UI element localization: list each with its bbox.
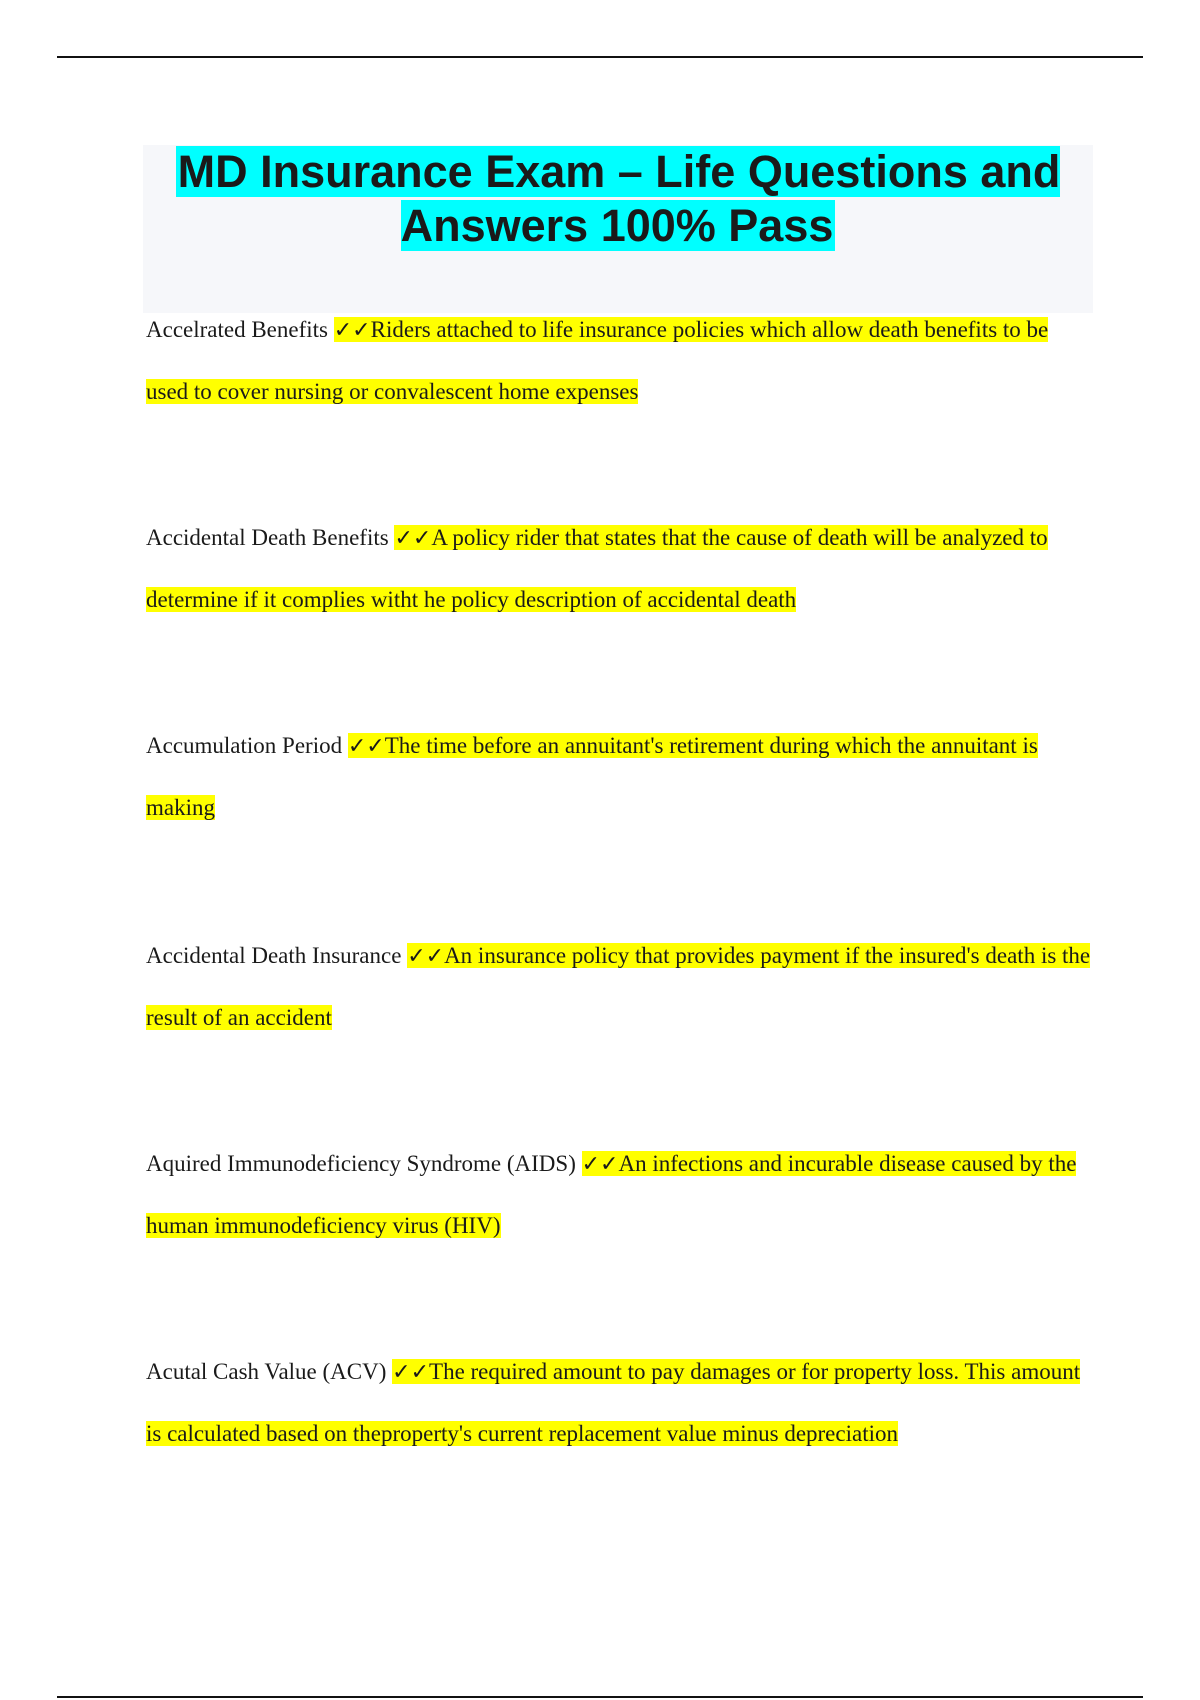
qa-entry: [146, 715, 1096, 838]
entry-definition-text: An infections and incurable disease caused by the human immunodeficiency virus (HIV): [146, 1151, 1077, 1238]
qa-entry: [146, 507, 1096, 630]
double-check-icon: ✓✓: [581, 1152, 619, 1177]
double-check-icon: ✓✓: [394, 526, 432, 551]
qa-entry: [146, 299, 1096, 422]
double-check-icon: ✓✓: [347, 734, 385, 759]
entry-term: Accidental Death Benefits: [146, 525, 389, 550]
bottom-rule: [57, 1696, 1143, 1698]
double-check-icon: ✓✓: [333, 318, 371, 343]
entry-term: Accelrated Benefits: [146, 317, 328, 342]
entry-term: Acutal Cash Value (ACV): [146, 1359, 387, 1384]
qa-entry: [146, 925, 1096, 1048]
qa-entry: [146, 1133, 1096, 1256]
entry-term: Accumulation Period: [146, 733, 343, 758]
page-title: [143, 145, 1093, 253]
entry-term: Accidental Death Insurance: [146, 943, 402, 968]
entry-term: Aquired Immunodeficiency Syndrome (AIDS): [146, 1151, 576, 1176]
top-rule: [57, 56, 1143, 58]
double-check-icon: ✓✓: [392, 1360, 430, 1385]
entry-definition-text: A policy rider that states that the cause of death will be analyzed to determine if it complies witht he policy description of accidental death: [146, 525, 1048, 612]
qa-entry: [146, 1341, 1096, 1464]
entry-definition-text: Riders attached to life insurance policies which allow death benefits to be used to cover nursing or convalescent home expenses: [146, 317, 1049, 404]
entry-definition-text: The time before an annuitant's retirement during which the annuitant is making: [146, 733, 1038, 820]
double-check-icon: ✓✓: [407, 944, 445, 969]
title-banner: [143, 145, 1093, 313]
entry-definition-text: The required amount to pay damages or for property loss. This amount is calculated based on theproperty's current replacement value minus depreciation: [146, 1359, 1081, 1446]
title-highlight: MD Insurance Exam – Life Questions and Answers 100% Pass: [177, 146, 1061, 251]
entry-definition-text: An insurance policy that provides payment if the insured's death is the result of an accident: [146, 943, 1091, 1030]
